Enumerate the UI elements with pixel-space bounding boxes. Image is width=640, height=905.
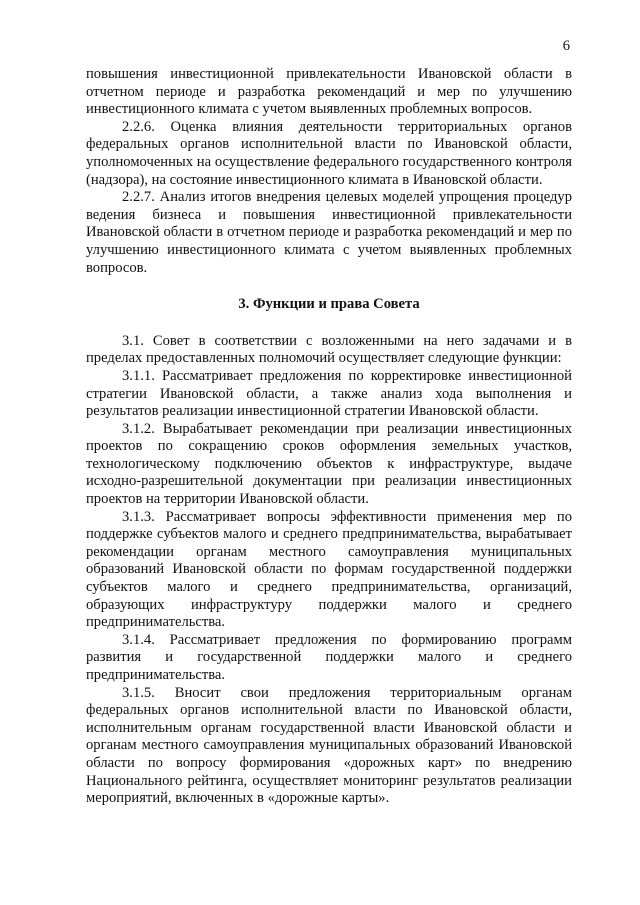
section-heading: 3. Функции и права Совета xyxy=(238,296,420,313)
paragraph: 3.1.5. Вносит свои предложения территориальным органам федеральных органов исполнительной власти по Ивановской области, исполнительным органам государственной власти Ивановской области и органам местного самоуправления муниципальных образований Ивановской области по вопросу формирования «дорожных карт» по внедрению Национального рейтинга, осуществляет мониторинг результатов реализации мероприятий, включенных в «дорожные карты». xyxy=(86,684,572,807)
paragraph: 3.1.4. Рассматривает предложения по формированию программ развития и государственной поддержки малого и среднего предпринимательства. xyxy=(86,631,572,683)
paragraph: 3.1.3. Рассматривает вопросы эффективности применения мер по поддержке субъектов малого и среднего предпринимательства, вырабатывает рекомендации органам местного самоуправления муниципальных образований Ивановской области по формам государственной поддержки субъектов малого и среднего предпринимательства, организаций, образующих инфраструктуру поддержки малого и среднего предпринимательства. xyxy=(86,508,572,631)
paragraph: 3.1.1. Рассматривает предложения по корректировке инвестиционной стратегии Ивановской области, а также анализ хода выполнения и результатов реализации инвестиционной стратегии Ивановской области. xyxy=(86,367,572,420)
paragraph: повышения инвестиционной привлекательности Ивановской области в отчетном периоде и разработка рекомендаций и мер по улучшению инвестиционного климата с учетом выявленных проблемных вопросов. xyxy=(86,66,572,118)
section-2-continuation xyxy=(86,66,572,277)
paragraph: 2.2.6. Оценка влияния деятельности территориальных органов федеральных органов исполнительной власти по Ивановской области, уполномоченных на осуществление федерального государственного контроля (надзора), на состояние инвестиционного климата в Ивановской области. xyxy=(86,118,572,188)
section-3-paragraphs xyxy=(86,333,572,808)
document-body xyxy=(86,66,572,808)
paragraph: 2.2.7. Анализ итогов внедрения целевых моделей упрощения процедур ведения бизнеса и повышения инвестиционной привлекательности Ивановской области в отчетном периоде и разработка рекомендаций и мер по улучшению инвестиционного климата с учетом выявленных проблемных вопросов. xyxy=(86,189,572,276)
paragraph: 3.1. Совет в соответствии с возложенными на него задачами и в пределах предоставленных полномочий осуществляет следующие функции: xyxy=(86,332,572,367)
paragraph: 3.1.2. Вырабатывает рекомендации при реализации инвестиционных проектов по сокращению сроков оформления земельных участков, технологическому подключению объектов к инфраструктуре, выдаче исходно-разрешительной документации при реализации инвестиционных проектов на территории Ивановской области. xyxy=(86,420,572,508)
page-number: 6 xyxy=(562,38,570,54)
